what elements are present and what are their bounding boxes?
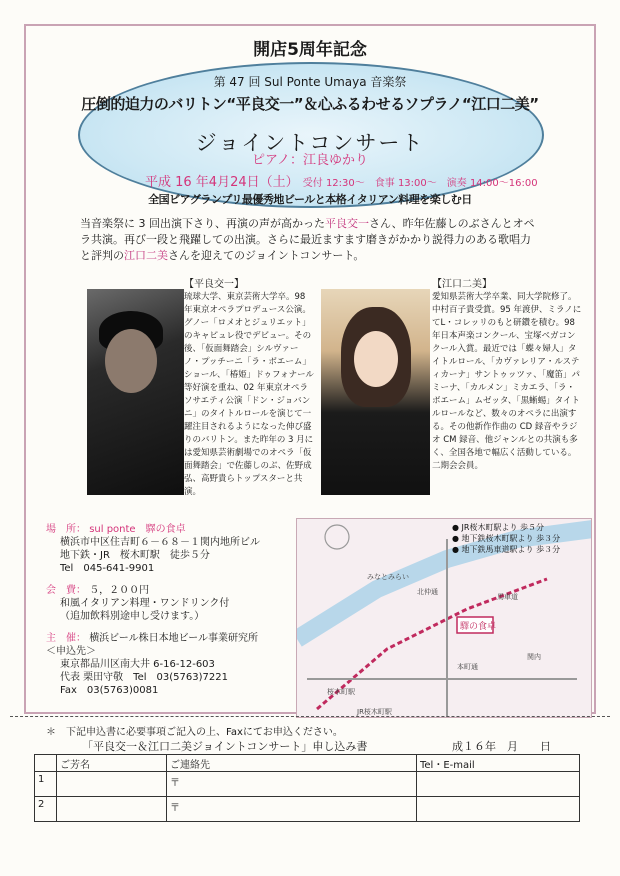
- intro-paragraph: [80, 216, 540, 264]
- soprano-photo: [321, 289, 430, 495]
- map-label: 関内: [527, 653, 541, 661]
- col-name: ご芳名: [57, 755, 167, 772]
- concert-title: ジョイントコンサート: [195, 131, 425, 155]
- fee-note-2: （追加飲料別途申し受けます。）: [60, 611, 205, 622]
- venue-access: 地下鉄・JR 桜木町駅 徒歩５分: [60, 550, 210, 561]
- venue-name: sul ponte 驛の食卓: [89, 524, 186, 535]
- event-date: [145, 171, 538, 190]
- soprano-bio: [432, 278, 582, 473]
- venue-label: 場 所：: [46, 524, 86, 535]
- legend-item: ● 地下鉄馬車道駅より 歩３分: [452, 545, 561, 554]
- bio-text: 愛知県芸術大学卒業、同大学院修了。中村百子貴受賞。95 年渡伊、ミラノにてL・コレッリのもと研鑽を積む。98 年日本声楽コンクール、宝塚ベガコンクール入賞。最近では「蝶々婦人」タイトルロール、「カヴァレリア・ルスティカーナ」サントゥッツァ、「魔笛」パミーナ、「カルメン」ミカエラ、「ラ・ボエーム」ムゼッタ、「黒蜥蜴」タイトルロールなど、数々のオペラに出演する。その他新作作曲の CD 録音やラジオ CM 録音、他ジャンルとの共演も多く、全国各地で幅広く活動している。二期会会員。: [432, 292, 582, 471]
- bio-name: 【平良交一】: [184, 279, 244, 290]
- row-number: 2: [35, 797, 57, 822]
- venue-marker-label: 驛の食卓: [460, 622, 497, 632]
- fee-note-1: 和風イタリアン料理・ワンドリンク付: [60, 598, 230, 609]
- festival-name: 第 47 回 Sul Ponte Umaya 音楽祭: [213, 75, 407, 89]
- name-cell[interactable]: [57, 772, 167, 797]
- form-row: [35, 797, 580, 822]
- fee-block: [46, 584, 296, 623]
- legend-item: ● JR桜木町駅より 歩５分: [452, 523, 544, 532]
- face-shape: [105, 329, 157, 393]
- map-label: 馬車道: [497, 593, 518, 601]
- address-cell[interactable]: 〒: [167, 772, 417, 797]
- face-shape: [354, 331, 398, 387]
- date-text: 平成 16 年4月24日（土）: [145, 175, 299, 190]
- headline: 圧倒的迫力のバリトン“平良交一”＆心ふるわせるソプラノ“江口二美”: [81, 95, 539, 113]
- apply-rep: 代表 栗田守敬 Tel 03(5763)7221: [60, 672, 228, 683]
- apply-fax: Fax 03(5763)0081: [60, 685, 159, 696]
- row-number: 1: [35, 772, 57, 797]
- intro-name-soprano: 江口二美: [124, 249, 168, 262]
- form-title: 「平良交一＆江口二美ジョイントコンサート」申し込み書: [82, 740, 368, 753]
- baritone-photo: [87, 289, 184, 495]
- apply-address: 東京都品川区南大井 6-16-12-603: [60, 659, 215, 670]
- host-label: 主 催：: [46, 633, 86, 644]
- venue-tel: Tel 045-641-9901: [60, 563, 155, 574]
- map-label: 桜木町駅: [327, 688, 355, 696]
- col-contact: Tel・E-mail: [417, 755, 580, 772]
- bio-name: 【江口二美】: [432, 279, 492, 290]
- form-date: 成１６年 月 日: [452, 740, 551, 753]
- fee-amount: ５，２００円: [89, 585, 150, 596]
- event-info: [46, 523, 296, 697]
- col-address: ご連絡先: [167, 755, 417, 772]
- baritone-bio: [184, 278, 314, 499]
- name-cell[interactable]: [57, 797, 167, 822]
- application-form: [34, 754, 580, 822]
- bio-text: 琉球大学、東京芸術大学卒。98 年東京オペラプロデュース公演。グノー「ロメオとジュリエット」のキャピュレ役でデビュー。その後、「仮面舞踏会」シルヴァーノ・プッチーニ「ラ・ボエーム」ショール、「椿姫」ドゥフォナール等好演を重ね、02 年東京オペラソサエティ公演「ドン・ジョバンニ」のタイトルロールを演じて一躍注目されるようになった伸び盛りのバリトン。また昨年の 3 月には愛知県芸術劇場でのオペラ「仮面舞踏会」で佐藤しのぶ、佐野成弘、高野貴らトップスターと共演。: [184, 292, 314, 497]
- map-label: 北仲通: [417, 588, 438, 596]
- map-label: みなとみらい: [367, 573, 409, 581]
- map-legend: [452, 522, 560, 555]
- venue-block: [46, 523, 296, 575]
- fee-label: 会 費：: [46, 585, 86, 596]
- time-schedule: 受付 12:30～ 食事 13:00～ 演奏 14:00～16:00: [302, 178, 538, 189]
- cut-line: [10, 716, 610, 717]
- intro-text-1: 当音楽祭に 3 回出演下さり、再演の声が高かった: [80, 217, 325, 230]
- col-no: [35, 755, 57, 772]
- address-cell[interactable]: 〒: [167, 797, 417, 822]
- legend-item: ● 地下鉄桜木町駅より 歩３分: [452, 534, 561, 543]
- tagline: 全国ビアグランプリ最優秀地ビールと本格イタリアン料理を楽しむ日: [148, 193, 472, 206]
- form-note: ＊ 下記申込書に必要事項ご記入の上、Faxにてお申込ください。: [46, 727, 343, 738]
- host-name: 横浜ビール株日本地ビール事業研究所: [89, 633, 258, 644]
- contact-cell[interactable]: [417, 797, 580, 822]
- pianist: ピアノ：江良ゆかり: [252, 153, 368, 168]
- apply-label: ＜申込先＞: [46, 646, 96, 657]
- map-label: 本町通: [457, 663, 478, 671]
- form-header-row: [35, 755, 580, 772]
- intro-text-2: さん、昨年佐藤しのぶさんとオペラ共演。再び一段と飛躍しての出演。さらに最近ますます磨きがかかり説得力のある歌唱力と評判の: [80, 217, 535, 262]
- contact-cell[interactable]: [417, 772, 580, 797]
- intro-name-baritone: 平良交一: [325, 217, 369, 230]
- map-label: JR桜木町駅: [357, 708, 392, 716]
- host-block: [46, 632, 296, 697]
- form-row: [35, 772, 580, 797]
- anniversary-title: 開店5周年記念: [253, 40, 367, 60]
- intro-text-3: さんを迎えてのジョイントコンサート。: [168, 249, 365, 262]
- venue-address: 横浜市中区住吉町６－６８－１関内地所ビル: [60, 537, 260, 548]
